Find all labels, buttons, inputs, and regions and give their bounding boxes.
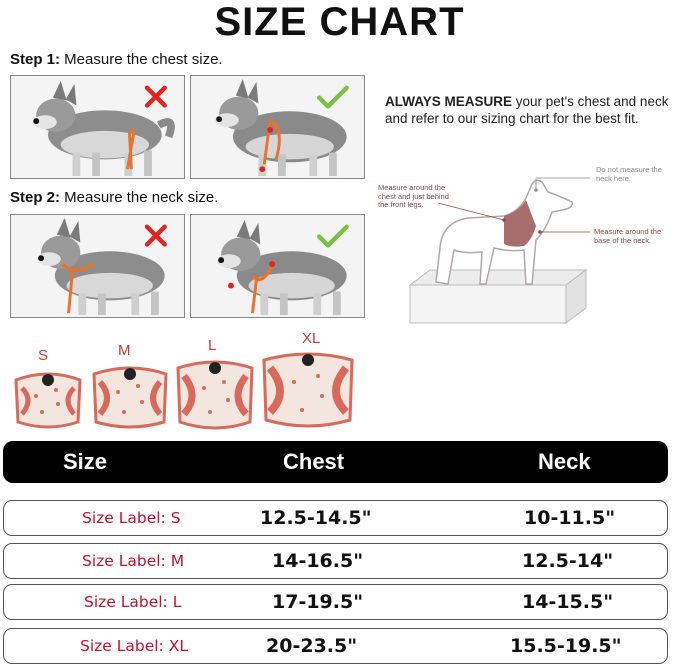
harness-s-image — [12, 366, 84, 432]
step-1-caption — [10, 51, 223, 68]
step-1-text: Measure the chest size. — [60, 51, 223, 68]
measuring-diagram — [376, 160, 676, 330]
row-chest-value: 12.5-14.5" — [260, 507, 372, 529]
step-2-right-photo — [190, 214, 365, 318]
step-2-wrong-photo — [10, 214, 185, 318]
row-size-label: Size Label: M — [82, 552, 185, 570]
harness-size-l-label: L — [208, 337, 217, 354]
dog-illustration — [191, 215, 364, 317]
header-chest: Chest — [283, 449, 345, 474]
table-row — [3, 584, 668, 620]
harness-size-xl-label: XL — [302, 330, 321, 347]
step-1-label: Step 1: — [10, 51, 61, 68]
instructions-text: your pet's chest and neck and refer to our sizing chart for the best fit. — [385, 94, 669, 126]
measure-instructions — [385, 93, 677, 127]
harness-size-m-label: M — [118, 342, 131, 359]
size-table-header — [3, 441, 668, 483]
step-2-label: Step 2: — [10, 189, 61, 206]
note-base: Measure around the base of the neck. — [594, 227, 662, 245]
dog-illustration — [11, 76, 184, 178]
header-size: Size — [63, 449, 108, 474]
step-1-wrong-photo — [10, 75, 185, 179]
dog-illustration — [11, 215, 184, 317]
step-2-caption — [10, 189, 218, 206]
step-2-text: Measure the neck size. — [60, 189, 219, 206]
page-title: SIZE CHART — [214, 0, 465, 44]
row-chest-value: 17-19.5" — [272, 591, 364, 613]
row-neck-value: 14-15.5" — [522, 591, 614, 613]
harness-m-image — [90, 360, 170, 432]
row-size-label: Size Label: S — [82, 509, 181, 527]
row-chest-value: 20-23.5" — [266, 635, 358, 657]
row-chest-value: 14-16.5" — [272, 550, 364, 572]
row-size-label: Size Label: XL — [80, 637, 188, 655]
row-neck-value: 12.5-14" — [522, 550, 614, 572]
header-neck: Neck — [538, 449, 591, 474]
row-neck-value: 10-11.5" — [524, 507, 616, 529]
harness-l-image — [174, 354, 256, 434]
instructions-emphasis: ALWAYS MEASURE — [385, 94, 513, 109]
row-neck-value: 15.5-19.5" — [510, 635, 622, 657]
step-1-right-photo — [190, 75, 365, 179]
row-size-label: Size Label: L — [84, 593, 182, 611]
table-row — [3, 500, 668, 536]
table-row — [3, 628, 668, 664]
harness-size-s-label: S — [38, 347, 49, 364]
note-chest: Measure around the chest and just behind the front legs. — [378, 183, 449, 209]
harness-xl-image — [260, 346, 356, 432]
note-neck: Do not measure the neck here. — [596, 165, 662, 183]
dog-illustration — [191, 76, 364, 178]
table-row — [3, 543, 668, 579]
